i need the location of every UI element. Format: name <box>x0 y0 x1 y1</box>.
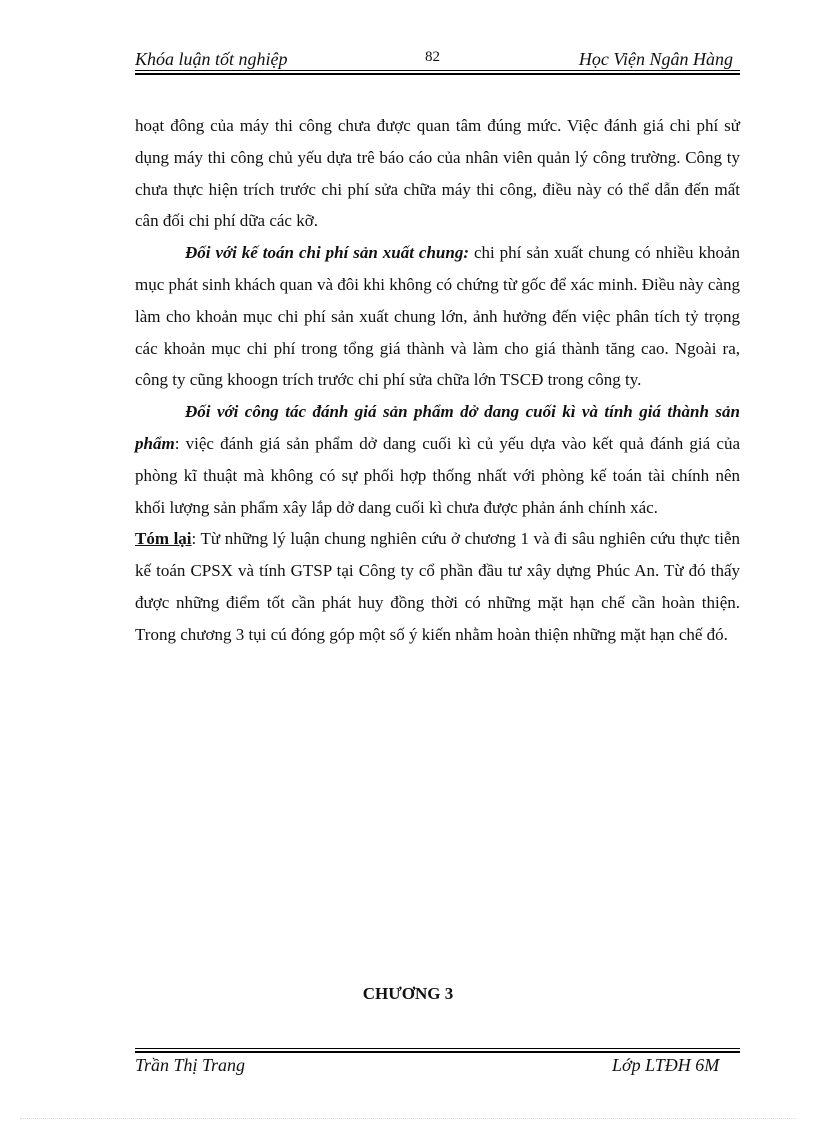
paragraph-3-heading: Đối với công tác đánh giá sản phẩm dở dang cuối kì và tính giá thành sản phẩm <box>135 402 740 453</box>
paragraph-3-text: : việc đánh giá sản phẩm dở dang cuối kì củ yếu dựa vào kết quả đánh giá của phòng kĩ thuật mà không có sự phối hợp thống nhất với phòng kế toán tài chính nên khối lượng sản phẩm xây lắp dở dang cuối kì chưa được phản ánh chính xác. <box>135 433 740 517</box>
paragraph-1 <box>135 110 740 237</box>
header-rule-thin <box>135 70 740 71</box>
paragraph-2-heading: Đối với kế toán chi phí sản xuất chung: <box>185 243 469 263</box>
document-body <box>135 110 740 651</box>
chapter-title: CHƯƠNG 3 <box>362 984 454 1003</box>
paragraph-2 <box>135 237 740 396</box>
header-rule-thick <box>135 73 740 75</box>
page-bottom-dotted-line <box>20 1118 796 1119</box>
header-title-right: Học Viện Ngân Hàng <box>578 49 733 69</box>
footer-rule-thick <box>135 1051 740 1053</box>
paragraph-4-heading: Tóm lại <box>135 529 192 549</box>
paragraph-4-text: : Từ những lý luận chung nghiên cứu ở chương 1 và đi sâu nghiên cứu thực tiễn kế toán CPSX và tính GTSP tại Công ty cổ phần đầu tư xây dựng Phúc An. Từ đó thấy được những điểm tốt cần phát huy đồng thời có những mặt hạn chế cần hoàn thiện. Trong chương 3 tụi cú đóng góp một số ý kiến nhằm hoàn thiện những mặt hạn chế đó. <box>135 529 741 644</box>
paragraph-3 <box>135 396 740 523</box>
page-number: 82 <box>425 49 440 65</box>
paragraph-4 <box>135 523 740 650</box>
footer-class: Lớp LTĐH 6M <box>612 1055 720 1075</box>
paragraph-2-text: chi phí sản xuất chung có nhiều khoản mục phát sinh khách quan và đôi khi không có chứng từ gốc để xác minh. Điều này càng làm cho khoản mục chi phí sản xuất chung lớn, ảnh hưởng đến việc phân tích tỷ trọng các khoản mục chi phí trong tổng giá thành và làm cho giá thành tăng cao. Ngoài ra, công ty cũng khoogn trích trước chi phí sửa chữa lớn TSCĐ trong công ty. <box>135 243 740 390</box>
footer-rule-thin <box>135 1048 740 1049</box>
paragraph-1-text: hoạt đông của máy thi công chưa được quan tâm đúng mức. Việc đánh giá chi phí sử dụng máy thi công chủ yếu dựa trê báo cáo của nhân viên quản lý công trường. Công ty chưa thực hiện trích trước chi phí sửa chữa máy thi công, điều này có thể dẫn đến mất cân đối chi phí dữa các kỡ. <box>135 116 740 231</box>
header-title-left: Khóa luận tốt nghiệp <box>135 49 288 69</box>
footer-author: Trần Thị Trang <box>135 1055 246 1075</box>
page-header <box>135 46 735 70</box>
